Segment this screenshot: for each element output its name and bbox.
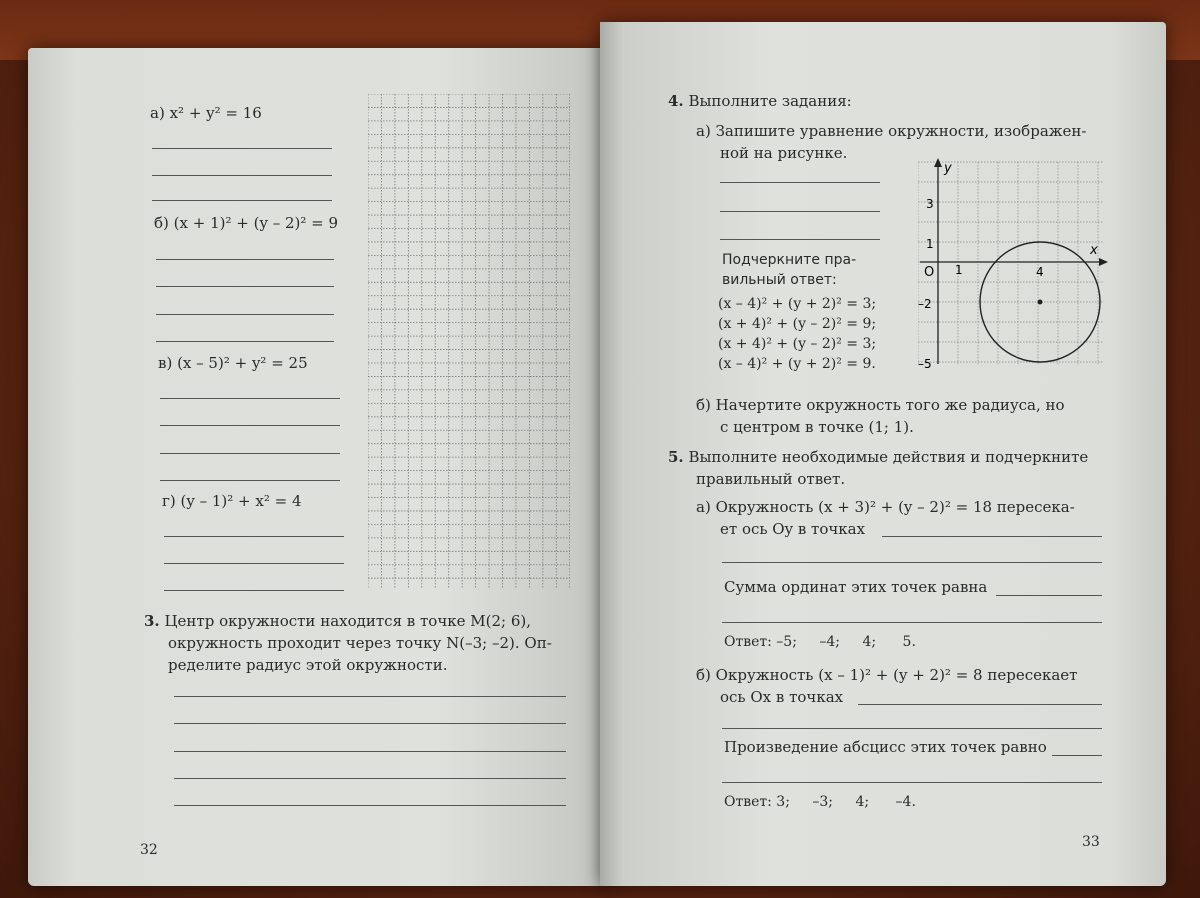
instruction-text: Подчеркните пра- <box>722 252 857 268</box>
task-number: 3. <box>144 612 160 630</box>
item-label: б) <box>696 396 711 414</box>
tick-label: 1 <box>926 237 934 251</box>
answer-option[interactable]: –4; <box>819 634 841 650</box>
option[interactable]: (x – 4)² + (y + 2)² = 3; <box>718 296 877 312</box>
right-page <box>600 22 1166 886</box>
answer-line[interactable] <box>174 778 566 779</box>
circle-center <box>1038 300 1043 305</box>
grid-area[interactable] <box>368 94 570 588</box>
item-label: а) <box>696 122 711 140</box>
product-prompt: Произведение абсцисс этих точек равно <box>724 738 1047 756</box>
task-title: правильный ответ. <box>696 470 846 488</box>
answer-line[interactable] <box>156 341 334 342</box>
equation: (x – 5)² + y² = 25 <box>177 354 308 372</box>
answer-line[interactable] <box>156 259 334 260</box>
task-text: ной на рисунке. <box>720 144 848 162</box>
answer-line[interactable] <box>160 425 340 426</box>
answer-line[interactable] <box>164 536 344 537</box>
task-3 <box>144 610 552 676</box>
option[interactable]: (x + 4)² + (y – 2)² = 3; <box>718 336 877 352</box>
answer-line[interactable] <box>722 728 1102 729</box>
answer-line[interactable] <box>722 562 1102 563</box>
equation: (x + 1)² + (y – 2)² = 9 <box>173 214 339 232</box>
task-title: Выполните необходимые действия и подчеркните <box>688 448 1089 466</box>
answer-line[interactable] <box>996 595 1102 596</box>
y-axis-label: y <box>944 161 952 176</box>
answer-option[interactable]: –3; <box>812 794 834 810</box>
equation: x² + y² = 16 <box>169 104 262 122</box>
answer-line[interactable] <box>174 696 566 697</box>
task-text: ось Ox в точках <box>720 688 844 706</box>
answer-line[interactable] <box>152 200 332 201</box>
item-b <box>154 214 338 232</box>
answer-line[interactable] <box>160 398 340 399</box>
task-4b <box>696 394 1065 438</box>
task-text: Центр окружности находится в точке M(2; 6), <box>164 612 532 630</box>
page-number: 33 <box>1082 834 1100 850</box>
circle-graph <box>918 158 1108 368</box>
answer-line[interactable] <box>156 286 334 287</box>
task-text: Окружность (x – 1)² + (y + 2)² = 8 пересекает <box>715 666 1078 684</box>
answer-line[interactable] <box>164 590 344 591</box>
task-5-header <box>668 446 1088 490</box>
answer-options-a <box>724 634 916 650</box>
item-label: б) <box>154 214 169 232</box>
task-title: Выполните задания: <box>688 92 852 110</box>
answer-option[interactable]: Ответ: 3; <box>724 794 790 810</box>
answer-line[interactable] <box>164 563 344 564</box>
task-4-header <box>668 92 852 110</box>
item-a <box>150 104 262 122</box>
tick-label: 4 <box>1036 265 1044 279</box>
item-label: а) <box>696 498 711 516</box>
answer-line[interactable] <box>174 723 566 724</box>
answer-line[interactable] <box>720 211 880 212</box>
answer-line[interactable] <box>720 182 880 183</box>
answer-line[interactable] <box>152 148 332 149</box>
task-5a <box>696 496 1075 540</box>
task-5b <box>696 664 1077 708</box>
tick-label: –5 <box>918 357 932 368</box>
option[interactable]: (x + 4)² + (y – 2)² = 9; <box>718 316 877 332</box>
x-axis-arrow <box>1099 258 1108 266</box>
task-text: Запишите уравнение окружности, изображен- <box>715 122 1087 140</box>
left-page <box>28 48 614 886</box>
item-label: г) <box>162 492 176 510</box>
page-number: 32 <box>140 842 158 858</box>
task-text: Окружность (x + 3)² + (y – 2)² = 18 пересека- <box>715 498 1075 516</box>
options-list <box>718 294 876 374</box>
instruction-text: вильный ответ: <box>722 272 837 288</box>
tick-label: –2 <box>918 297 932 311</box>
answer-line[interactable] <box>160 453 340 454</box>
task-text: окружность проходит через точку N(–3; –2). Оп- <box>168 634 552 652</box>
task-text: ет ось Oy в точках <box>720 520 866 538</box>
answer-line[interactable] <box>722 622 1102 623</box>
tick-label: 1 <box>955 263 963 277</box>
answer-option[interactable]: Ответ: –5; <box>724 634 797 650</box>
answer-option[interactable]: 4; <box>862 634 877 650</box>
task-text: Начертите окружность того же радиуса, но <box>715 396 1065 414</box>
answer-line[interactable] <box>1052 755 1102 756</box>
task-text: ределите радиус этой окружности. <box>168 656 448 674</box>
answer-option[interactable]: 5. <box>902 634 916 650</box>
item-c <box>158 354 308 372</box>
answer-options-b <box>724 794 916 810</box>
answer-line[interactable] <box>160 480 340 481</box>
answer-line[interactable] <box>174 751 566 752</box>
answer-line[interactable] <box>858 704 1102 705</box>
item-label: а) <box>150 104 165 122</box>
task-number: 5. <box>668 448 684 466</box>
answer-line[interactable] <box>174 805 566 806</box>
origin-label: O <box>924 265 935 280</box>
item-label: б) <box>696 666 711 684</box>
task-number: 4. <box>668 92 684 110</box>
tick-label: 3 <box>926 197 934 211</box>
item-label: в) <box>158 354 173 372</box>
x-axis-label: x <box>1090 243 1098 258</box>
answer-option[interactable]: –4. <box>895 794 916 810</box>
task-text: с центром в точке (1; 1). <box>720 418 914 436</box>
equation: (y – 1)² + x² = 4 <box>180 492 302 510</box>
underline-instruction <box>722 250 856 290</box>
answer-option[interactable]: 4; <box>855 794 870 810</box>
answer-line[interactable] <box>720 239 880 240</box>
answer-line[interactable] <box>156 314 334 315</box>
answer-line[interactable] <box>152 175 332 176</box>
item-d <box>162 492 302 510</box>
y-axis-arrow <box>934 158 942 167</box>
answer-line[interactable] <box>722 782 1102 783</box>
answer-line[interactable] <box>882 536 1102 537</box>
sum-prompt: Сумма ординат этих точек равна <box>724 578 988 596</box>
option[interactable]: (x – 4)² + (y + 2)² = 9. <box>718 356 876 372</box>
